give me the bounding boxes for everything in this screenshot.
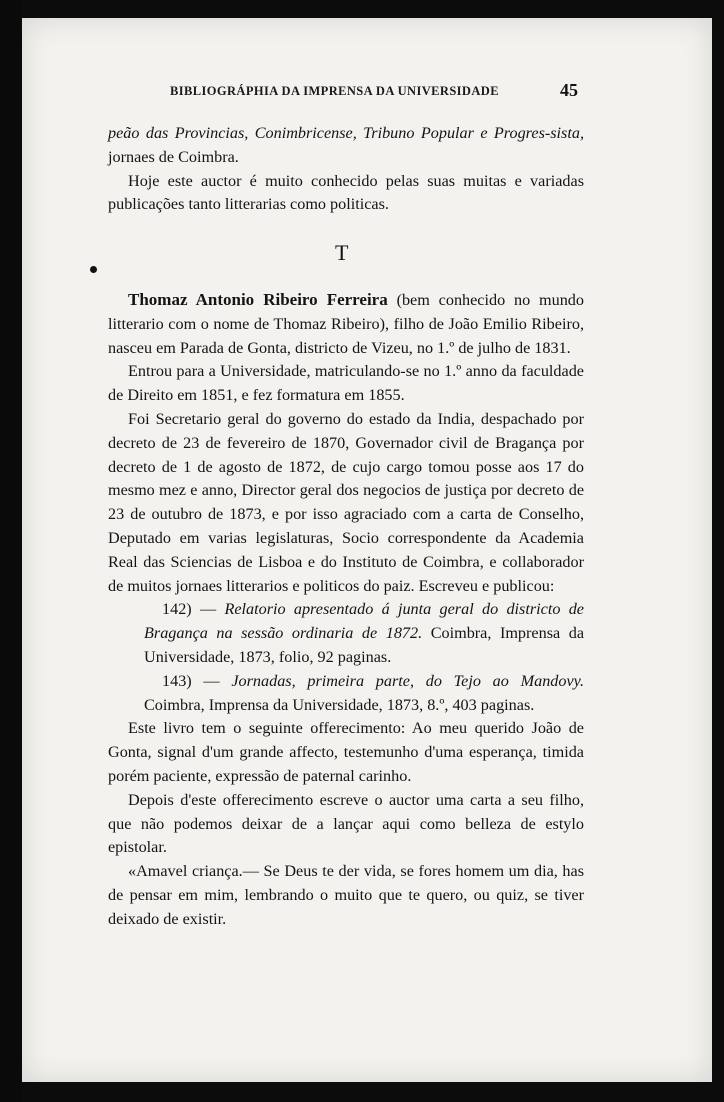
- author-popularity-paragraph: Hoje este auctor é muito conhecido pelas suas muitas e variadas publicações tanto litterarias como politicas.: [108, 171, 584, 214]
- margin-dot: [90, 266, 97, 273]
- text-block-1: [108, 122, 584, 217]
- work-details: Coimbra, Imprensa da Universidade, 1873, folio, 92 paginas.: [144, 624, 584, 666]
- work-number: 143) —: [162, 671, 232, 690]
- author-name: Thomaz Antonio Ribeiro Ferreira: [128, 290, 388, 309]
- quote-paragraph: «Amavel criança.— Se Deus te der vida, se fores homem um dia, has de pensar em mim, lembrando o muito que te quero, ou quiz, se tiver deixado de existir.: [108, 862, 584, 928]
- work-title: Relatorio apresentado á junta geral do districto de Bragança na sessão ordinaria de 1872.: [144, 600, 584, 643]
- section-letter: T: [335, 240, 349, 265]
- work-entry-143: [108, 670, 584, 718]
- career-paragraph: Foi Secretario geral do governo do estado da India, despachado por decreto de 23 de fevereiro de 1870, Governador civil de Bragança por decreto de 1 de agosto de 1872, de cujo cargo tomou posse aos 17 do mesmo mez e anno, Director geral dos negocios de justiça por decreto de 23 de outubro de 1873, e por isso agraciado com a carta de Conselho, Deputado em varias legislaturas, Socio correspondente da Academia Real das Sciencias de Lisboa e do Instituto de Coimbra, e collaborador de muitos jornaes litterarios e politicos do paiz. Escreveu e publicou:: [108, 409, 584, 595]
- work-number: 142) —: [162, 600, 225, 619]
- page-number: 45: [560, 80, 578, 100]
- newspaper-list-tail: jornaes de Coimbra.: [108, 147, 239, 166]
- letter-intro-paragraph: Depois d'este offerecimento escreve o auctor uma carta a seu filho, que não podemos deixar de a lançar aqui como belleza de estylo epistolar.: [108, 790, 584, 857]
- dedication-paragraph: Este livro tem o seguinte offerecimento: Ao meu querido João de Gonta, signal d'um grande affecto, testemunho d'uma esperança, timida porém paciente, expressão de paternal carinho.: [108, 719, 584, 785]
- work-entry-142: [108, 598, 584, 669]
- text-block-2: [108, 288, 584, 932]
- italic-newspaper-list: peão das Provincias, Conimbricense, Tribuno Popular e Progres-sista,: [108, 124, 584, 142]
- running-head: BIBLIOGRÁPHIA DA IMPRENSA DA UNIVERSIDADE: [170, 84, 499, 98]
- work-title: Jornadas, primeira parte, do Tejo ao Mandovy.: [231, 671, 584, 690]
- work-details: Coimbra, Imprensa da Universidade, 1873, 8.º, 403 paginas.: [144, 695, 535, 714]
- scan-left-edge: [0, 0, 22, 1102]
- university-paragraph: Entrou para a Universidade, matriculando-se no 1.º anno da faculdade de Direito em 1851, e fez formatura em 1855.: [108, 362, 584, 405]
- author-bio: (bem conhecido no mundo litterario com o nome de Thomaz Ribeiro), filho de João Emilio Ribeiro, nasceu em Parada de Gonta, districto de Vizeu, no 1.º de julho de 1831.: [108, 291, 584, 357]
